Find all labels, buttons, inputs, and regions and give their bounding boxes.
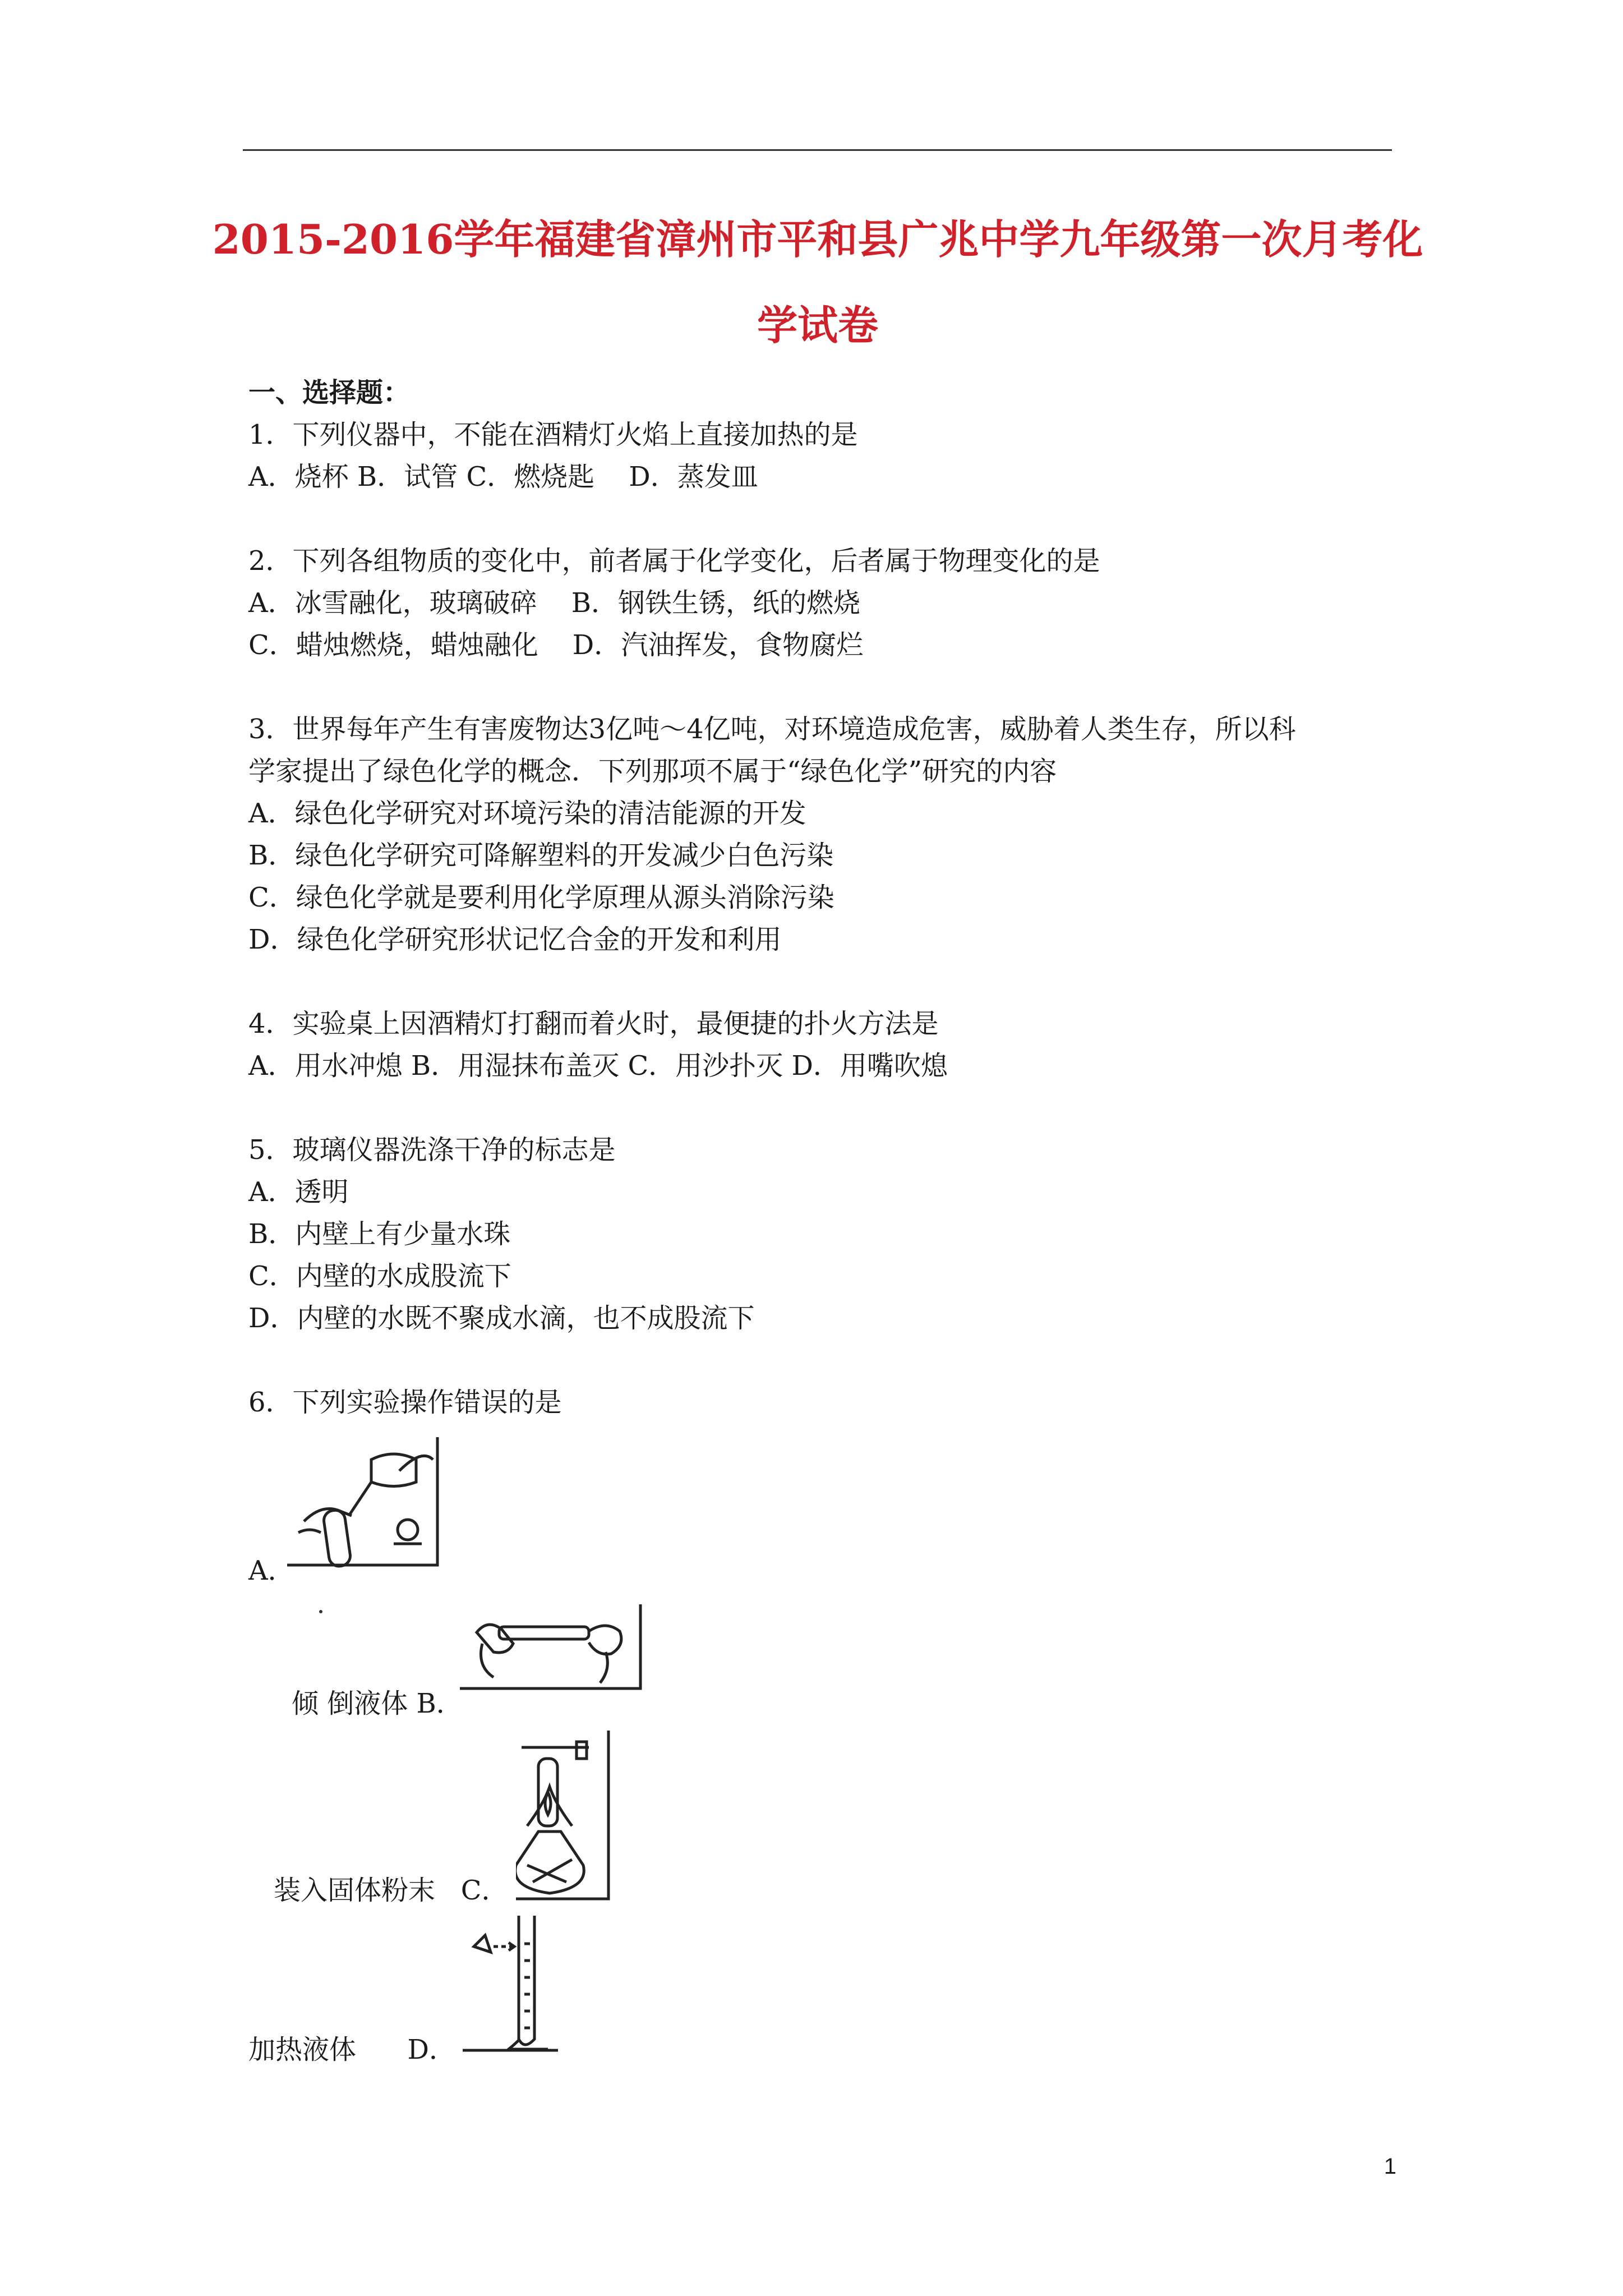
question-5-stem: 5．玻璃仪器洗涤干净的标志是 bbox=[248, 1134, 616, 1166]
question-2-options-ab: A．冰雪融化，玻璃破碎 B．钢铁生锈，纸的燃烧 bbox=[248, 587, 860, 619]
question-6-caption-a-label-b: 倾 倒液体 B． bbox=[292, 1688, 463, 1719]
question-3-option-b: B．绿色化学研究可降解塑料的开发减少白色污染 bbox=[248, 840, 834, 871]
question-3-option-a: A．绿色化学研究对环境污染的清洁能源的开发 bbox=[248, 798, 806, 829]
question-6-label-a: A． bbox=[248, 1555, 295, 1586]
page-number: 1 bbox=[1384, 2154, 1396, 2179]
question-5-option-a: A．透明 bbox=[248, 1176, 349, 1208]
question-1-options: A．烧杯 B．试管 C．燃烧匙 D．蒸发皿 bbox=[248, 461, 758, 493]
question-3-stem-line-2: 学家提出了绿色化学的概念．下列那项不属于“绿色化学”研究的内容 bbox=[248, 756, 1057, 787]
figure-adding-powder bbox=[460, 1604, 645, 1691]
question-5-option-c: C．内壁的水成股流下 bbox=[248, 1260, 511, 1292]
question-5-option-b: B．内壁上有少量水珠 bbox=[248, 1218, 511, 1250]
paper-title-line-1: 2015-2016学年福建省漳州市平和县广兆中学九年级第一次月考化 bbox=[212, 215, 1423, 263]
question-3-option-c: C．绿色化学就是要利用化学原理从源头消除污染 bbox=[248, 882, 834, 913]
paper-title-line-2: 学试卷 bbox=[757, 301, 878, 349]
question-6-stem: 6．下列实验操作错误的是 bbox=[248, 1387, 562, 1418]
question-6-caption-c-label-d: 加热液体 D． bbox=[248, 2034, 457, 2065]
question-5-option-d: D．内壁的水既不聚成水滴，也不成股流下 bbox=[248, 1303, 755, 1334]
figure-heating-liquid bbox=[516, 1731, 614, 1902]
question-6-caption-b-label-c: 装入固体粉末 C． bbox=[274, 1875, 509, 1906]
question-3-option-d: D．绿色化学研究形状记忆合金的开发和利用 bbox=[248, 924, 782, 955]
figure-reading-cylinder bbox=[463, 1910, 564, 2056]
question-4-options: A．用水冲熄 B．用湿抹布盖灭 C．用沙扑灭 D．用嘴吹熄 bbox=[248, 1050, 948, 1082]
question-2-options-cd: C．蜡烛燃烧，蜡烛融化 D．汽油挥发，食物腐烂 bbox=[248, 629, 864, 661]
question-2-stem: 2．下列各组物质的变化中，前者属于化学变化，后者属于物理变化的是 bbox=[248, 545, 1100, 577]
question-3-stem-line-1: 3．世界每年产生有害废物达3亿吨～4亿吨，对环境造成危害，威胁着人类生存，所以科 bbox=[248, 714, 1296, 745]
question-4-stem: 4．实验桌上因酒精灯打翻而着火时，最便捷的扑火方法是 bbox=[248, 1008, 939, 1039]
question-1-stem: 1．下列仪器中，不能在酒精灯火焰上直接加热的是 bbox=[248, 419, 858, 450]
section-heading: 一、选择题： bbox=[248, 377, 411, 408]
figure-pouring-liquid bbox=[287, 1437, 444, 1572]
stray-mark bbox=[319, 1610, 322, 1613]
header-rule bbox=[243, 149, 1392, 151]
